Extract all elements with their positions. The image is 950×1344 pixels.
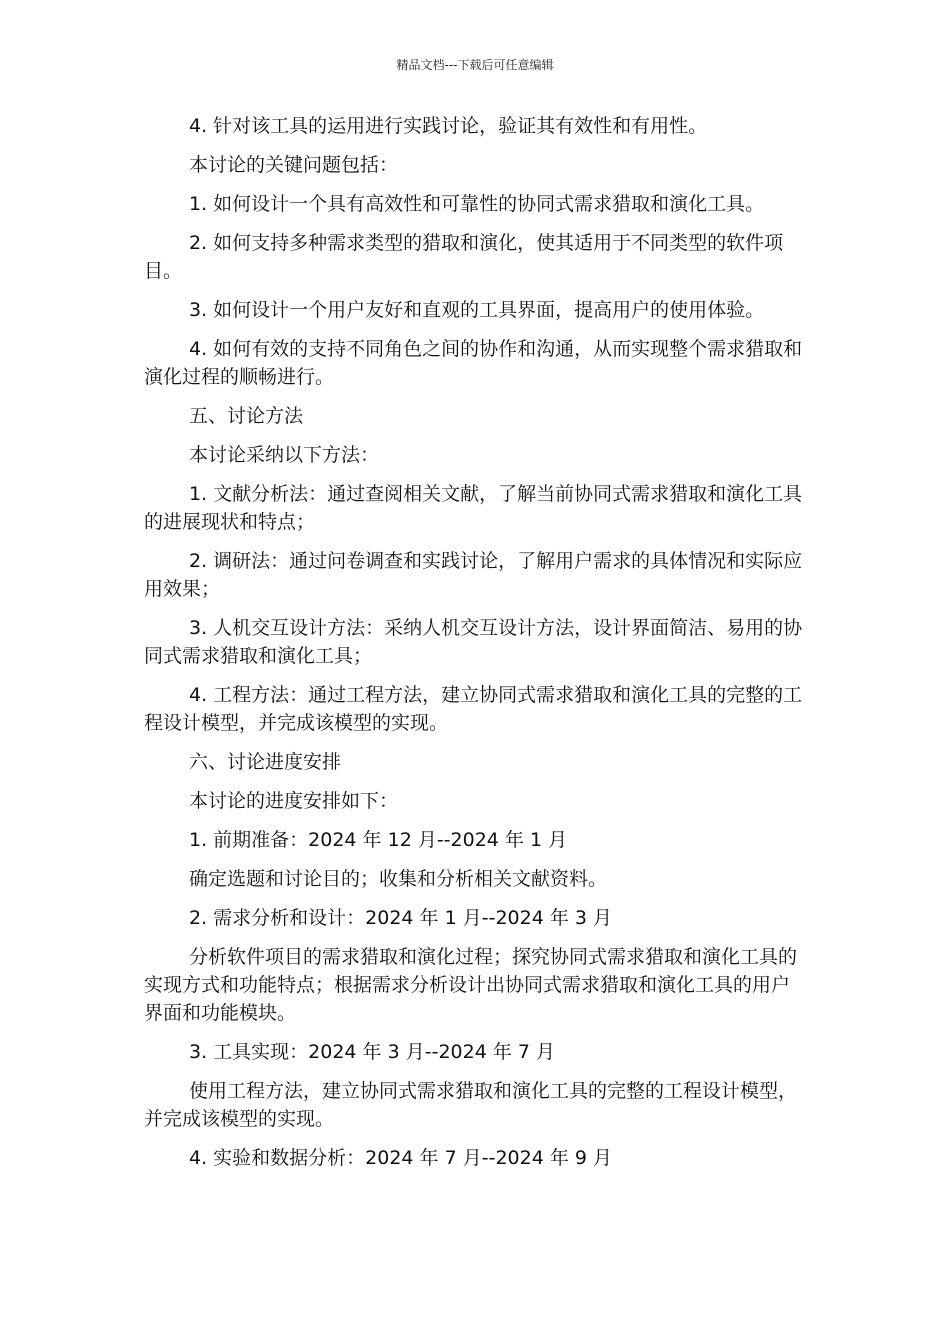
paragraph: 1. 文献分析法：通过查阅相关文献，了解当前协同式需求猎取和演化工具的进展现状和特点；	[144, 483, 803, 533]
paragraph: 本讨论的进度安排如下：	[189, 790, 399, 812]
paragraph: 1. 如何设计一个具有高效性和可靠性的协同式需求猎取和演化工具。	[189, 193, 765, 215]
paragraph: 3. 工具实现：2024 年 3 月--2024 年 7 月	[189, 1041, 556, 1063]
paragraph: 本讨论的关键问题包括：	[189, 154, 399, 176]
paragraph: 3. 如何设计一个用户友好和直观的工具界面，提高用户的使用体验。	[189, 299, 765, 321]
paragraph: 确定选题和讨论目的；收集和分析相关文献资料。	[189, 868, 608, 890]
paragraph: 2. 调研法：通过问卷调查和实践讨论，了解用户需求的具体情况和实际应用效果；	[144, 550, 803, 600]
paragraph: 4. 实验和数据分析：2024 年 7 月--2024 年 9 月	[189, 1147, 613, 1169]
paragraph: 使用工程方法，建立协同式需求猎取和演化工具的完整的工程设计模型，并完成该模型的实现。	[144, 1080, 798, 1130]
page-header: 精品文档---下载后可任意编辑	[396, 58, 554, 72]
paragraph: 1. 前期准备：2024 年 12 月--2024 年 1 月	[189, 829, 568, 851]
document-body	[144, 112, 804, 1183]
paragraph: 2. 需求分析和设计：2024 年 1 月--2024 年 3 月	[189, 907, 613, 929]
paragraph: 分析软件项目的需求猎取和演化过程；探究协同式需求猎取和演化工具的实现方式和功能特点；根据需求分析设计出协同式需求猎取和演化工具的用户界面和功能模块。	[144, 946, 798, 1024]
section-heading: 六、讨论进度安排	[189, 751, 342, 773]
paragraph: 2. 如何支持多种需求类型的猎取和演化，使其适用于不同类型的软件项目。	[144, 232, 784, 282]
paragraph: 4. 如何有效的支持不同角色之间的协作和沟通，从而实现整个需求猎取和演化过程的顺畅进行。	[144, 338, 803, 388]
paragraph: 本讨论采纳以下方法：	[189, 444, 380, 466]
paragraph: 3. 人机交互设计方法：采纳人机交互设计方法，设计界面简洁、易用的协同式需求猎取和演化工具；	[144, 617, 803, 667]
section-heading: 五、讨论方法	[189, 405, 304, 427]
paragraph: 4. 工程方法：通过工程方法，建立协同式需求猎取和演化工具的完整的工程设计模型，并完成该模型的实现。	[144, 684, 803, 734]
paragraph: 4. 针对该工具的运用进行实践讨论，验证其有效性和有用性。	[189, 115, 708, 137]
